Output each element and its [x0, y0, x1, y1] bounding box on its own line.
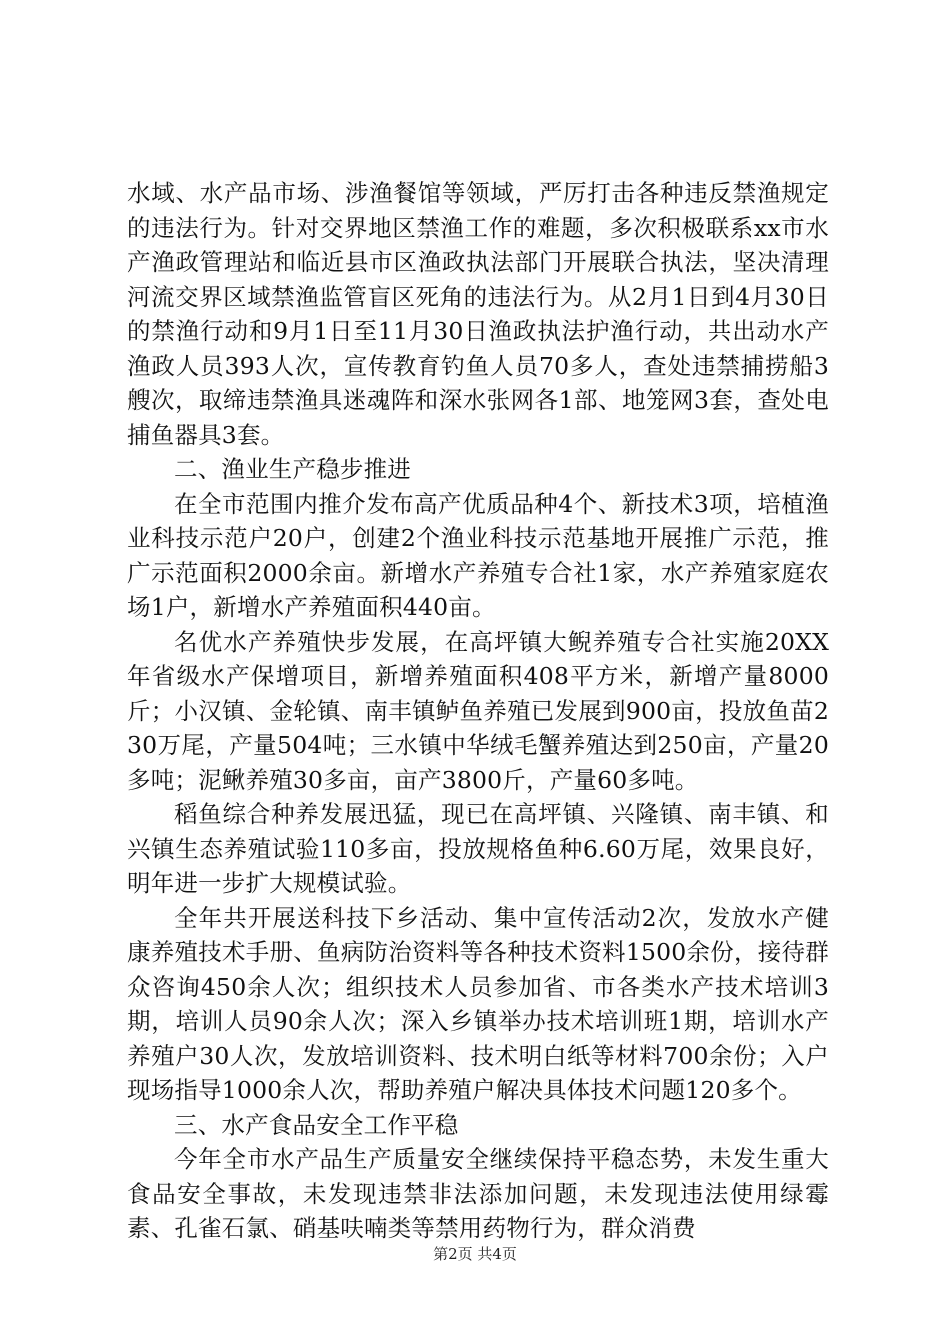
section-heading-3: 三、水产食品安全工作平稳 [174, 1110, 459, 1139]
section-heading-2: 二、渔业生产稳步推进 [174, 455, 411, 483]
paragraph-4: 稻鱼综合种养发展迅猛，现已在高坪镇、兴隆镇、南丰镇、和兴镇生态养殖试验110多亩，投放规格鱼种6.60万尾，效果良好，明年进一步扩大规模试验。 [127, 800, 829, 897]
paragraph-6: 今年全市水产品生产质量安全继续保持平稳态势，未发生重大食品安全事故，未发现违禁非法添加问题，未发现违法使用绿霉素、孔雀石氯、硝基呋喃类等禁用药物行为，群众消费 [127, 1145, 829, 1242]
paragraph-3: 名优水产养殖快步发展，在高坪镇大鲵养殖专合社实施20XX年省级水产保增项目，新增养殖面积408平方米，新增产量8000斤；小汉镇、金轮镇、南丰镇鲈鱼养殖已发展到900亩，投放鱼苗230万尾，产量504吨；三水镇中华绒毛蟹养殖达到250亩，产量20多吨；泥鳅养殖30多亩，亩产3800斤，产量60多吨。 [127, 627, 829, 794]
paragraph-5: 全年共开展送科技下乡活动、集中宣传活动2次，发放水产健康养殖技术手册、鱼病防治资料等各种技术资料1500余份，接待群众咨询450余人次；组织技术人员参加省、市各类水产技术培训3期，培训人员90余人次；深入乡镇举办技术培训班1期，培训水产养殖户30人次，发放培训资料、技术明白纸等材料700余份；入户现场指导1000余人次，帮助养殖户解决具体技术问题120多个。 [127, 903, 829, 1104]
document-body [127, 176, 829, 1246]
page-number-footer: 第2页 共4页 [433, 1245, 517, 1263]
paragraph-1: 水域、水产品市场、涉渔餐馆等领域，严厉打击各种违反禁渔规定的违法行为。针对交界地区禁渔工作的难题，多次积极联系xx市水产渔政管理站和临近县市区渔政执法部门开展联合执法，坚决清理河流交界区域禁渔监管盲区死角的违法行为。从2月1日到4月30日的禁渔行动和9月1日至11月30日渔政执法护渔行动，共出动水产渔政人员393人次，宣传教育钓鱼人员70多人，查处违禁捕捞船3艘次，取缔违禁渔具迷魂阵和深水张网各1部、地笼网3套，查处电捕鱼器具3套。 [127, 179, 829, 449]
paragraph-2: 在全市范围内推介发布高产优质品种4个、新技术3项，培植渔业科技示范户20户，创建2个渔业科技示范基地开展推广示范，推广示范面积2000余亩。新增水产养殖专合社1家，水产养殖家庭农场1户，新增水产养殖面积440亩。 [127, 489, 829, 621]
